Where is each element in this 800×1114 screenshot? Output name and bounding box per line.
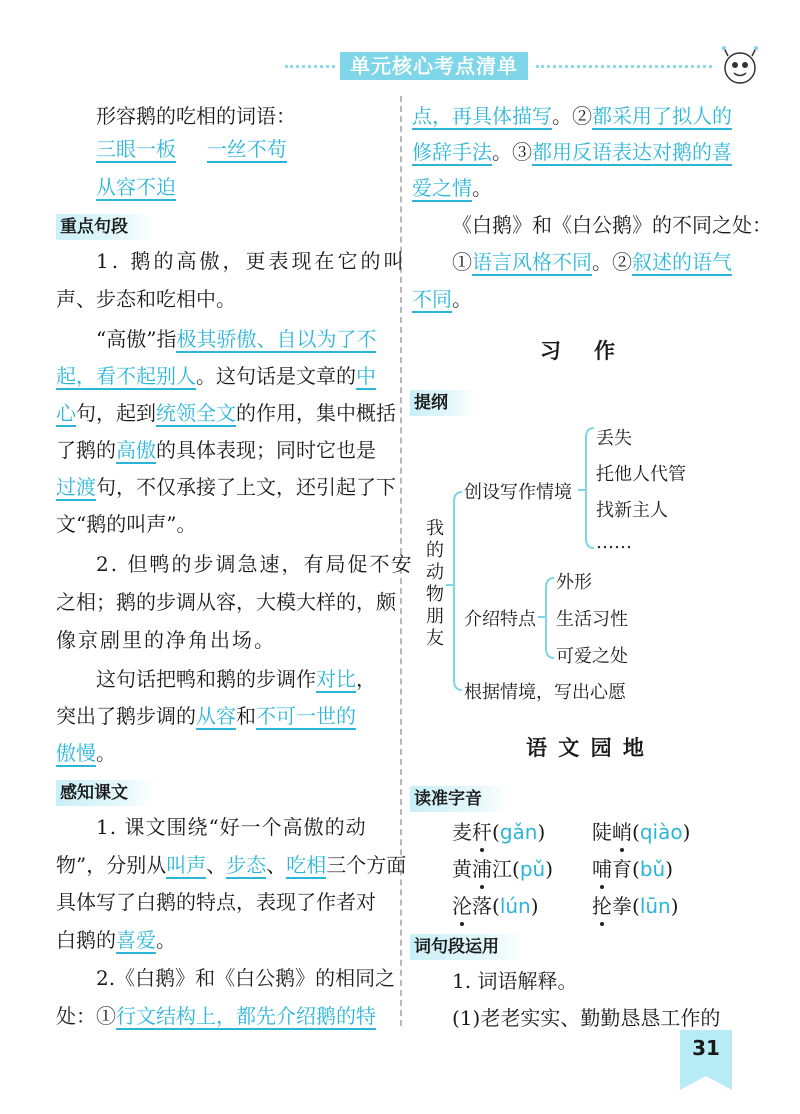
answer: 修辞手法 bbox=[412, 140, 492, 164]
pinyin: qiào bbox=[639, 820, 683, 844]
answer: 行文结构上，都先介绍鹅的特 bbox=[116, 1004, 376, 1028]
text: 了鹅的 bbox=[56, 438, 116, 462]
text: 。② bbox=[592, 250, 632, 274]
char: 江 bbox=[492, 857, 512, 881]
pron-item: 陡峭(qiào) bbox=[592, 820, 691, 844]
char-marked: 峭 bbox=[612, 820, 632, 844]
text: 突出了鹅步调的 bbox=[56, 704, 196, 728]
answer: 起，看不起别人 bbox=[56, 364, 196, 388]
text: 句，不仅承接了上文，还引起了下 bbox=[96, 475, 396, 499]
mindmap-branch: 根据情境，写出心愿 bbox=[464, 682, 626, 703]
text: 、 bbox=[266, 853, 287, 877]
page-number: 31 bbox=[680, 1030, 732, 1076]
pinyin: pǔ bbox=[519, 857, 546, 881]
text: 。 bbox=[452, 287, 472, 311]
text: ① bbox=[452, 250, 472, 274]
text: 。这句话是文章的 bbox=[196, 364, 356, 388]
answer: 步态 bbox=[226, 853, 267, 877]
perceive2-line1: 2.《白鹅》和《白公鹅》的相同之 bbox=[96, 966, 396, 990]
perceive1-line1: 1. 课文围绕“好一个高傲的动 bbox=[96, 815, 367, 839]
answer: 极其骄傲、自以为了不 bbox=[176, 327, 377, 351]
pron-item: 麦秆(gǎn) bbox=[452, 820, 546, 844]
pinyin: lūn bbox=[639, 894, 671, 918]
char-marked: 哺 bbox=[592, 857, 612, 881]
sentence1-line1: 1. 鹅的高傲，更表现在它的叫 bbox=[96, 249, 407, 273]
mindmap-root: 我的动物朋友 bbox=[426, 518, 444, 649]
answer: 心 bbox=[56, 401, 76, 425]
pron-item: 黄浦江(pǔ) bbox=[452, 857, 553, 881]
text: 的作用，集中概括 bbox=[236, 401, 396, 425]
mindmap-leaf: 可爱之处 bbox=[556, 646, 628, 667]
eat-word: 从容不迫 bbox=[96, 175, 176, 199]
section-pronounce: 读准字音 bbox=[410, 786, 508, 812]
text: 句，起到 bbox=[76, 401, 156, 425]
pron-item: 抡拳(lūn) bbox=[592, 894, 679, 918]
mindmap-branch: 介绍特点 bbox=[464, 609, 536, 630]
pron-item: 哺育(bǔ) bbox=[592, 857, 673, 881]
mindmap-leaf: 托他人代管 bbox=[596, 464, 686, 485]
char: 拳 bbox=[612, 894, 632, 918]
answer: 都用反语表达对鹅的喜 bbox=[532, 140, 732, 164]
answer: 爱之情 bbox=[412, 176, 472, 200]
answer: 对比 bbox=[316, 667, 356, 691]
answer: 傲慢 bbox=[56, 741, 96, 765]
sentence1-line2: 声、步态和吃相中。 bbox=[56, 287, 236, 311]
eat-word: 三眼一板 bbox=[96, 137, 176, 161]
pron-item: 沦落(lún) bbox=[452, 894, 539, 918]
mindmap-leaf: 找新主人 bbox=[596, 500, 668, 521]
diff-line1: 《白鹅》和《白公鹅》的不同之处： bbox=[452, 213, 772, 237]
text: 处：① bbox=[56, 1004, 116, 1028]
char: 陡 bbox=[592, 820, 612, 844]
mindmap-leaf: 丢失 bbox=[596, 428, 632, 449]
text: 。 bbox=[472, 176, 492, 200]
text: 这句话把鸭和鹅的步调作 bbox=[96, 667, 316, 691]
section-perceive: 感知课文 bbox=[56, 780, 154, 806]
pinyin: lún bbox=[499, 894, 531, 918]
header-title: 单元核心考点清单 bbox=[340, 52, 528, 80]
text: 三个方面 bbox=[326, 853, 407, 877]
text: 。③ bbox=[492, 140, 532, 164]
text: 、 bbox=[206, 853, 227, 877]
section-usage: 词句段运用 bbox=[410, 934, 525, 960]
usage-line1: 1. 词语解释。 bbox=[452, 969, 578, 993]
char: 育 bbox=[612, 857, 632, 881]
garden-title: 语 文 园 地 bbox=[526, 735, 646, 760]
mindmap-leaf: 生活习性 bbox=[556, 609, 628, 630]
answer: 统领全文 bbox=[156, 401, 236, 425]
pinyin: gǎn bbox=[499, 820, 538, 844]
mindmap-leaf: 外形 bbox=[556, 572, 592, 593]
answer: 都采用了拟人的 bbox=[592, 104, 732, 128]
answer: 不同 bbox=[412, 287, 452, 311]
char: 落 bbox=[472, 894, 492, 918]
sentence2-line2: 之相；鹅的步调从容，大模大样的，颇 bbox=[56, 590, 396, 614]
section-key-sentences: 重点句段 bbox=[56, 214, 154, 240]
char-marked: 秆 bbox=[472, 820, 492, 844]
answer: 叫声 bbox=[166, 853, 207, 877]
text: ， bbox=[356, 667, 376, 691]
char-marked: 浦 bbox=[472, 857, 492, 881]
answer: 从容 bbox=[196, 704, 236, 728]
xizuo-title: 习 作 bbox=[540, 338, 621, 363]
pinyin: bǔ bbox=[639, 857, 666, 881]
sentence2-line3: 像京剧里的净角出场。 bbox=[56, 628, 276, 652]
answer: 不可一世的 bbox=[256, 704, 356, 728]
answer: 高傲 bbox=[116, 438, 156, 462]
eat-word: 一丝不苟 bbox=[206, 137, 287, 161]
text: “高傲”指 bbox=[96, 327, 177, 351]
answer: 吃相 bbox=[286, 853, 327, 877]
perceive1-line3: 具体写了白鹅的特点，表现了作者对 bbox=[56, 890, 376, 914]
answer: 语言风格不同 bbox=[472, 250, 592, 274]
answer: 喜爱 bbox=[116, 928, 156, 952]
sentence2-line1: 2. 但鸭的步调急速，有局促不安 bbox=[96, 552, 414, 576]
mindmap-branch: 创设写作情境 bbox=[464, 482, 572, 503]
char: 黄 bbox=[452, 857, 472, 881]
text: 。 bbox=[96, 741, 116, 765]
text: 白鹅的 bbox=[56, 928, 116, 952]
answer: 叙述的语气 bbox=[632, 250, 732, 274]
text: 和 bbox=[236, 704, 256, 728]
answer: 点，再具体描写 bbox=[412, 104, 552, 128]
text: 的具体表现；同时它也是 bbox=[156, 438, 376, 462]
text: 。② bbox=[552, 104, 592, 128]
analysis1-line6: 文“鹅的叫声”。 bbox=[56, 512, 197, 536]
char-marked: 沦 bbox=[452, 894, 472, 918]
text: 物”，分别从 bbox=[56, 853, 167, 877]
mindmap-leaf: …… bbox=[596, 532, 632, 553]
section-outline: 提纲 bbox=[410, 390, 474, 416]
answer: 过渡 bbox=[56, 475, 96, 499]
char: 麦 bbox=[452, 820, 472, 844]
eat-label: 形容鹅的吃相的词语： bbox=[96, 104, 296, 128]
text: 。 bbox=[156, 928, 176, 952]
usage-line2: (1)老老实实、勤勤恳恳工作的 bbox=[452, 1006, 721, 1030]
answer: 中 bbox=[356, 364, 376, 388]
char-marked: 抡 bbox=[592, 894, 612, 918]
